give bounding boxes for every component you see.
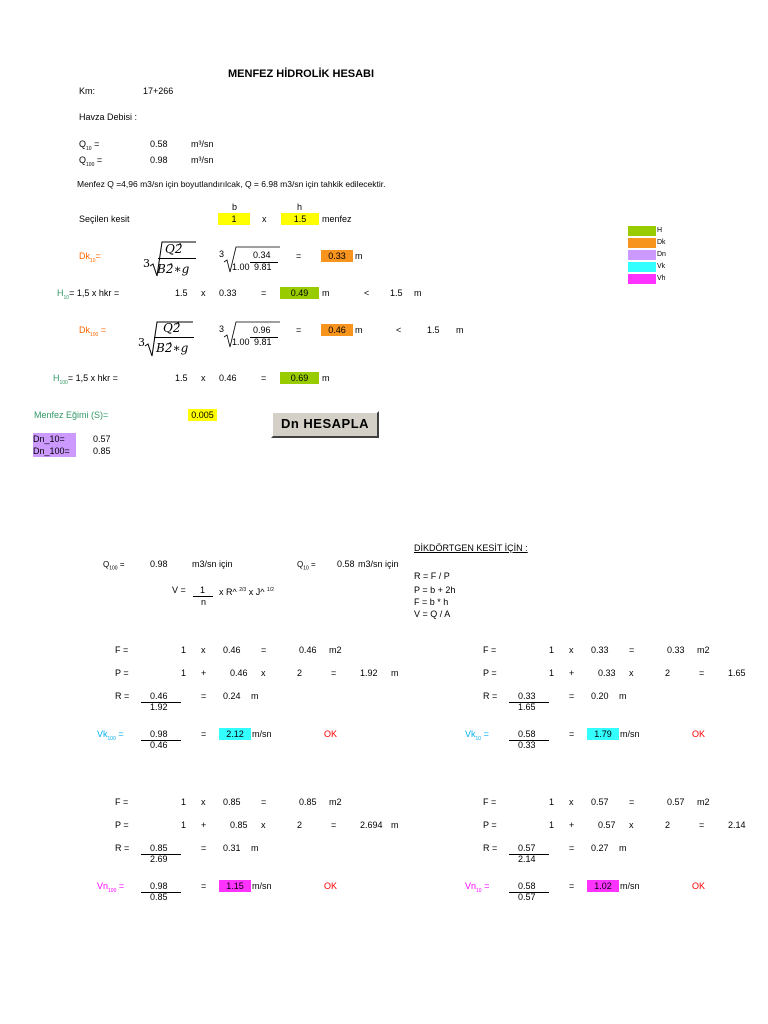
- block-3-v-den: 0.57: [518, 892, 536, 902]
- block-2-vn100-result-cell: 1.15: [219, 880, 251, 892]
- egim-value-cell[interactable]: 0.005: [188, 409, 217, 421]
- legend-label-dn: Dn: [657, 251, 666, 258]
- q100-unit: m³/sn: [191, 155, 214, 165]
- dik-line-2: P = b + 2h: [414, 585, 456, 595]
- dn-hesapla-button[interactable]: Dn HESAPLA: [271, 411, 379, 438]
- block-0-r-num: 0.46: [150, 691, 168, 701]
- block-2-f-result: 0.85: [299, 797, 317, 807]
- dik-line-1: R = F / P: [414, 571, 450, 581]
- calc-q10-value: 0.58: [337, 559, 355, 569]
- dk10-numerator: 0.34: [253, 250, 271, 260]
- legend-label-dk: Dk: [657, 239, 666, 246]
- q10-unit: m³/sn: [191, 139, 214, 149]
- h10-limit-unit: m: [414, 288, 422, 298]
- block-3-f-unit: m2: [697, 797, 710, 807]
- formula-root-index: 3: [143, 257, 150, 270]
- block-1-ok-status: OK: [692, 729, 706, 739]
- block-0-ok-status: OK: [324, 729, 338, 739]
- block-3-f-x: x: [569, 797, 574, 807]
- block-3-r-eq: =: [569, 843, 575, 853]
- block-2-p-unit: m: [391, 820, 399, 830]
- block-2-p-h: 0.85: [230, 820, 248, 830]
- block-0-f-h: 0.46: [223, 645, 241, 655]
- dk10-equals: =: [296, 251, 302, 261]
- block-0-v-label: $Vk_{100}$ =: [97, 729, 124, 742]
- dk100-unit: m: [355, 325, 363, 335]
- block-3-f-label: F =: [483, 797, 497, 807]
- h10-b: 0.33: [219, 288, 237, 298]
- h100-b: 0.46: [219, 373, 237, 383]
- block-2-p-result: 2.694: [360, 820, 383, 830]
- block-0-p-h: 0.46: [230, 668, 248, 678]
- dk100-less-than: <: [396, 325, 402, 335]
- block-2-p-x: x: [261, 820, 266, 830]
- dk100-den2: 9.81: [254, 337, 272, 347]
- page-title: MENFEZ HİDROLİK HESABI: [228, 68, 375, 80]
- q100-value: 0.98: [150, 155, 168, 165]
- block-3-p-2: 2: [665, 820, 671, 830]
- legend-swatch-h: [628, 226, 656, 236]
- block-0-r-unit: m: [251, 691, 259, 701]
- block-1-r-den: 1.65: [518, 702, 536, 712]
- manning-num: 1: [200, 585, 206, 595]
- dk100-limit-unit: m: [456, 325, 464, 335]
- block-2-p-label: P =: [115, 820, 129, 830]
- dikdortgen-title: DİKDÖRTGEN KESİT İÇİN :: [414, 543, 528, 553]
- block-3-v-label: $Vn_{10}$ =: [465, 881, 490, 894]
- block-0-f-result: 0.46: [299, 645, 317, 655]
- block-2-p-b: 1: [181, 820, 187, 830]
- dn10-value: 0.57: [93, 434, 111, 444]
- h100-row: $H_{100}= 1,5$ x hkr =: [53, 373, 118, 386]
- legend-swatch-vh: [628, 274, 656, 284]
- block-1-p-2: 2: [665, 668, 671, 678]
- dk100-equals: =: [296, 325, 302, 335]
- h10-unit: m: [322, 288, 330, 298]
- km-value: 17+266: [143, 86, 174, 96]
- dk10-label: $Dk_{10}=$: [79, 251, 101, 264]
- block-0-r-eq: =: [201, 691, 207, 701]
- block-1-v-eq: =: [569, 729, 575, 739]
- block-2-ok-status: OK: [324, 881, 338, 891]
- calc-q100-label: $Q_{100}$ =: [103, 560, 125, 572]
- block-0-v-num: 0.98: [150, 729, 168, 739]
- block-3-p-plus: +: [569, 820, 575, 830]
- block-0-p-unit: m: [391, 668, 399, 678]
- dk10-unit: m: [355, 251, 363, 261]
- dk100-root-index: 3: [219, 324, 225, 334]
- block-3-ok-status: OK: [692, 881, 706, 891]
- havza-label: Havza Debisi :: [79, 112, 138, 122]
- block-0-r-den: 1.92: [150, 702, 168, 712]
- times-sign: x: [262, 214, 267, 224]
- block-3-p-result: 2.14: [728, 820, 746, 830]
- h100-unit: m: [322, 373, 330, 383]
- block-2-v-eq: =: [201, 881, 207, 891]
- block-3-f-h: 0.57: [591, 797, 609, 807]
- block-1-p-h: 0.33: [598, 668, 616, 678]
- block-3-p-x: x: [629, 820, 634, 830]
- block-3-f-eq: =: [629, 797, 635, 807]
- block-2-r-eq: =: [201, 843, 207, 853]
- block-1-p-x: x: [629, 668, 634, 678]
- dk10-den1: 1.00: [232, 262, 250, 272]
- calc-q10-unit: m3/sn için: [358, 559, 399, 569]
- block-2-p-2: 2: [297, 820, 303, 830]
- block-3-v-eq: =: [569, 881, 575, 891]
- block-0-p-2: 2: [297, 668, 303, 678]
- block-0-f-x: x: [201, 645, 206, 655]
- block-0-p-b: 1: [181, 668, 187, 678]
- block-2-f-b: 1: [181, 797, 187, 807]
- formula-denominator: B2̂∗g: [157, 262, 190, 276]
- block-3-r-result: 0.27: [591, 843, 609, 853]
- block-0-v-unit: m/sn: [252, 729, 272, 739]
- block-1-r-unit: m: [619, 691, 627, 701]
- block-1-p-result: 1.65: [728, 668, 746, 678]
- block-1-p-eq: =: [699, 668, 705, 678]
- block-3-r-num: 0.57: [518, 843, 536, 853]
- block-3-v-num: 0.58: [518, 881, 536, 891]
- block-2-v-den: 0.85: [150, 892, 168, 902]
- block-1-f-label: F =: [483, 645, 497, 655]
- block-2-f-unit: m2: [329, 797, 342, 807]
- h100-a: 1.5: [175, 373, 188, 383]
- block-0-vk100-result-cell: 2.12: [219, 728, 251, 740]
- dk100-limit: 1.5: [427, 325, 440, 335]
- h10-a: 1.5: [175, 288, 188, 298]
- h-value-cell[interactable]: 1.5: [281, 213, 319, 225]
- block-0-v-eq: =: [201, 729, 207, 739]
- block-3-r-label: R =: [483, 843, 498, 853]
- formula-numerator: Q2̂: [165, 242, 183, 256]
- dn100-value: 0.85: [93, 446, 111, 456]
- block-3-vn10-result-cell: 1.02: [587, 880, 619, 892]
- q100-label: $Q_{100}$ =: [79, 155, 103, 168]
- block-2-p-plus: +: [201, 820, 207, 830]
- formula2-root-index: 3: [138, 336, 145, 349]
- block-1-f-result: 0.33: [667, 645, 685, 655]
- block-1-v-label: $Vk_{10}$ =: [465, 729, 489, 742]
- legend-label-vk: Vk: [657, 263, 666, 270]
- h10-x: x: [201, 288, 206, 298]
- legend-label-h: H: [657, 227, 663, 234]
- q10-label: $Q_{10}$ =: [79, 139, 100, 152]
- dk100-label: $Dk_{100}$ =: [79, 325, 107, 338]
- b-value-cell[interactable]: 1: [218, 213, 250, 225]
- block-2-v-label: $Vn_{100}$ =: [97, 881, 125, 894]
- block-2-r-unit: m: [251, 843, 259, 853]
- manning-rest: x R^ $^{2/3}$ x J^ $^{1/2}$: [219, 587, 274, 597]
- block-1-f-b: 1: [549, 645, 555, 655]
- h100-result-cell: 0.69: [280, 372, 319, 384]
- calc-q100-value: 0.98: [150, 559, 168, 569]
- h100-x: x: [201, 373, 206, 383]
- dn10-label: Dn_10=: [33, 433, 76, 445]
- block-0-p-x: x: [261, 668, 266, 678]
- legend-swatch-dn: [628, 250, 656, 260]
- legend-swatch-vk: [628, 262, 656, 272]
- block-1-f-unit: m2: [697, 645, 710, 655]
- block-0-f-b: 1: [181, 645, 187, 655]
- dk100-den1: 1.00: [232, 337, 250, 347]
- dk100-numerator: 0.96: [253, 325, 271, 335]
- dk100-result-cell: 0.46: [321, 324, 353, 336]
- block-1-r-result: 0.20: [591, 691, 609, 701]
- block-3-r-den: 2.14: [518, 854, 536, 864]
- block-0-p-plus: +: [201, 668, 207, 678]
- calc-q10-label: $Q_{10}$ =: [297, 560, 316, 572]
- block-0-p-eq: =: [331, 668, 337, 678]
- block-1-p-label: P =: [483, 668, 497, 678]
- calc-q100-unit: m3/sn için: [192, 559, 233, 569]
- formula2-denominator: B2̂∗g: [156, 341, 189, 355]
- block-2-f-x: x: [201, 797, 206, 807]
- formula2-fraction-bar: [154, 337, 194, 338]
- h10-row: $H_{10}= 1,5$ x hkr =: [57, 288, 120, 301]
- legend-label-vh: Vh: [657, 275, 666, 282]
- block-3-v-unit: m/sn: [620, 881, 640, 891]
- formula-fraction-bar: [158, 258, 196, 259]
- block-2-v-num: 0.98: [150, 881, 168, 891]
- dik-line-4: V = Q / A: [414, 609, 451, 619]
- block-1-r-eq: =: [569, 691, 575, 701]
- block-2-r-result: 0.31: [223, 843, 241, 853]
- block-0-f-label: F =: [115, 645, 129, 655]
- block-1-v-num: 0.58: [518, 729, 536, 739]
- h10-limit: 1.5: [390, 288, 403, 298]
- block-2-p-eq: =: [331, 820, 337, 830]
- block-0-v-den: 0.46: [150, 740, 168, 750]
- block-3-f-result: 0.57: [667, 797, 685, 807]
- dk10-root-index: 3: [219, 249, 225, 259]
- block-0-r-label: R =: [115, 691, 130, 701]
- legend-swatch-dk: [628, 238, 656, 248]
- block-0-f-unit: m2: [329, 645, 342, 655]
- h100-equals: =: [261, 373, 267, 383]
- block-1-r-num: 0.33: [518, 691, 536, 701]
- block-1-f-h: 0.33: [591, 645, 609, 655]
- manning-den: n: [201, 597, 207, 607]
- km-label: Km:: [79, 86, 96, 96]
- block-1-v-unit: m/sn: [620, 729, 640, 739]
- h10-result-cell: 0.49: [280, 287, 319, 299]
- h-header: h: [297, 202, 303, 212]
- block-0-p-result: 1.92: [360, 668, 378, 678]
- block-2-r-den: 2.69: [150, 854, 168, 864]
- block-1-p-b: 1: [549, 668, 555, 678]
- dk10-radical-icon: [222, 246, 282, 276]
- dn100-label: Dn_100=: [33, 445, 76, 457]
- dk100-radical-icon: [222, 321, 282, 351]
- dik-line-3: F = b * h: [414, 597, 449, 607]
- block-2-f-h: 0.85: [223, 797, 241, 807]
- block-0-r-result: 0.24: [223, 691, 241, 701]
- menfez-label: menfez: [322, 214, 352, 224]
- manning-v-label: V =: [172, 585, 186, 595]
- block-2-v-unit: m/sn: [252, 881, 272, 891]
- block-0-f-eq: =: [261, 645, 267, 655]
- block-2-f-label: F =: [115, 797, 129, 807]
- block-3-p-label: P =: [483, 820, 497, 830]
- q10-value: 0.58: [150, 139, 168, 149]
- block-2-f-eq: =: [261, 797, 267, 807]
- block-3-f-b: 1: [549, 797, 555, 807]
- block-1-v-den: 0.33: [518, 740, 536, 750]
- b-header: b: [232, 202, 238, 212]
- note-text: Menfez Q =4,96 m3/sn için boyutlandırılcak, Q = 6.98 m3/sn için tahkik edilecektir.: [77, 179, 386, 189]
- block-1-p-plus: +: [569, 668, 575, 678]
- dk10-den2: 9.81: [254, 262, 272, 272]
- block-1-f-x: x: [569, 645, 574, 655]
- block-1-f-eq: =: [629, 645, 635, 655]
- h10-less-than: <: [364, 288, 370, 298]
- block-0-p-label: P =: [115, 668, 129, 678]
- block-3-p-eq: =: [699, 820, 705, 830]
- h10-equals: =: [261, 288, 267, 298]
- secilen-kesit-label: Seçilen kesit: [79, 214, 130, 224]
- block-1-vk10-result-cell: 1.79: [587, 728, 619, 740]
- egim-label: Menfez Eğimi (S)=: [34, 410, 109, 420]
- block-2-r-num: 0.85: [150, 843, 168, 853]
- block-1-r-label: R =: [483, 691, 498, 701]
- block-3-p-b: 1: [549, 820, 555, 830]
- formula2-numerator: Q2̂: [163, 321, 181, 335]
- block-3-r-unit: m: [619, 843, 627, 853]
- block-3-p-h: 0.57: [598, 820, 616, 830]
- dk10-result-cell: 0.33: [321, 250, 353, 262]
- block-2-r-label: R =: [115, 843, 130, 853]
